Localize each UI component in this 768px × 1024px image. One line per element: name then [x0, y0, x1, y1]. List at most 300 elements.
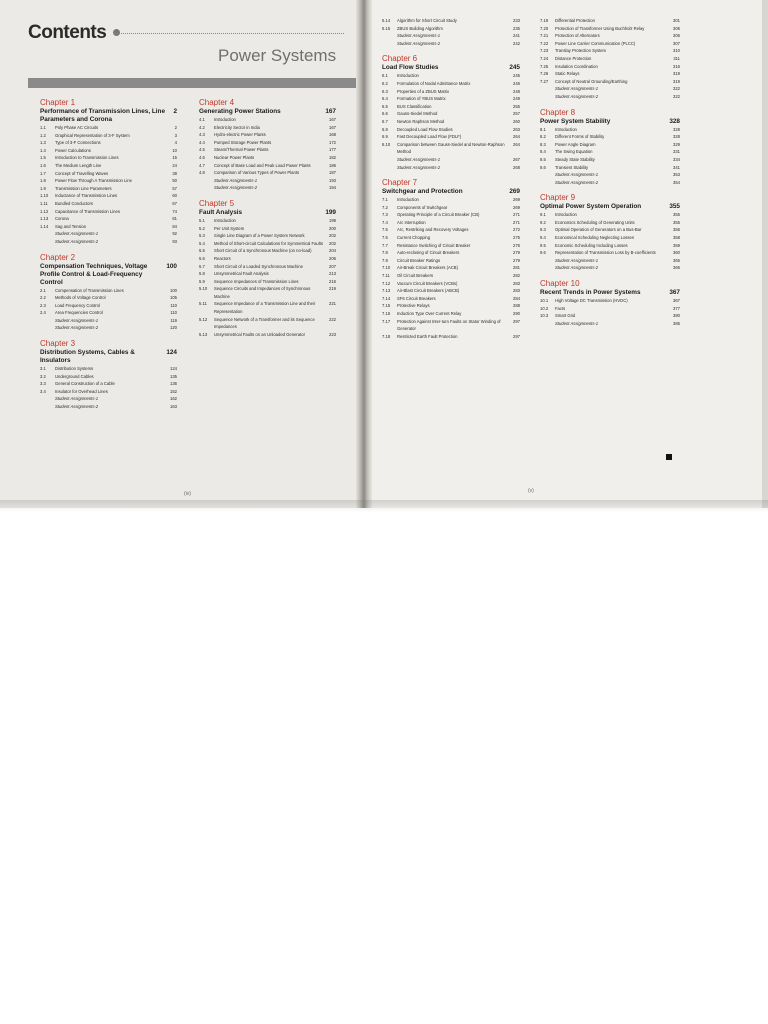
toc-entry[interactable]	[40, 403, 177, 411]
toc-entry[interactable]	[540, 148, 680, 156]
toc-entry[interactable]	[382, 264, 520, 272]
section-page: 177	[329, 147, 336, 153]
toc-entry[interactable]	[540, 234, 680, 242]
section-number	[382, 164, 397, 172]
toc-entry[interactable]	[382, 25, 520, 33]
section-page: 219	[329, 286, 336, 292]
section-page: 331	[673, 149, 680, 155]
section-number: 9.5	[540, 242, 546, 248]
section-title: Power Angle Diagram	[555, 141, 596, 147]
toc-entry[interactable]	[40, 170, 177, 178]
toc-entry[interactable]	[540, 249, 680, 257]
toc-entry[interactable]	[382, 103, 520, 111]
toc-entry[interactable]	[382, 204, 520, 212]
toc-entry[interactable]	[199, 177, 336, 185]
section-title: Introduction	[397, 73, 419, 79]
chapter-title[interactable]	[40, 108, 177, 124]
toc-entry[interactable]	[382, 219, 520, 227]
toc-entry[interactable]	[382, 88, 520, 96]
section-page: 319	[673, 71, 680, 77]
toc-entry[interactable]	[382, 295, 520, 303]
toc-column-2	[199, 97, 336, 344]
title-rule	[114, 33, 344, 34]
toc-entry[interactable]	[540, 257, 680, 265]
section-page: 358	[673, 235, 680, 241]
section-number	[540, 257, 555, 265]
toc-entry[interactable]	[382, 310, 520, 318]
toc-entry[interactable]	[382, 249, 520, 257]
scan-shadow	[0, 500, 768, 512]
chapter-block	[382, 17, 520, 47]
toc-entry[interactable]	[382, 141, 520, 156]
toc-entry[interactable]	[540, 164, 680, 172]
section-number: 6.4	[382, 96, 388, 102]
section-number: 5.5	[199, 248, 205, 254]
section-number: 7.19	[540, 18, 549, 23]
toc-entry[interactable]	[382, 287, 520, 295]
toc-entry[interactable]	[199, 232, 336, 240]
section-number: 5.1	[199, 217, 205, 223]
section-number: 4.6	[199, 154, 205, 160]
chapter-page-number: 269	[509, 188, 520, 196]
toc-entry[interactable]	[40, 200, 177, 208]
toc-entry[interactable]	[40, 309, 177, 317]
toc-entry[interactable]	[540, 297, 680, 305]
toc-entry[interactable]	[40, 208, 177, 216]
toc-entry[interactable]	[199, 255, 336, 263]
section-title: Poly Phase AC Circuits	[55, 125, 99, 130]
section-title: Differential Protection	[555, 18, 595, 23]
section-title: Student Assignments-2	[55, 325, 99, 331]
section-title: Sequence Impedance of a Transmission Line and their Representation	[214, 301, 316, 315]
chapter-block	[382, 53, 520, 171]
section-number: 6.6	[382, 111, 388, 117]
section-page: 269	[513, 204, 520, 210]
section-title: Transmission Line Parameters	[55, 185, 112, 191]
section-page: 377	[673, 305, 680, 311]
toc-entry[interactable]	[40, 132, 177, 140]
section-title: Translay Protection System	[555, 48, 607, 54]
section-number	[199, 184, 214, 192]
toc-entry[interactable]	[382, 156, 520, 164]
toc-entry[interactable]	[540, 85, 680, 93]
section-page: 57	[172, 185, 177, 191]
section-page: 4	[174, 140, 177, 146]
toc-entry[interactable]	[382, 110, 520, 118]
section-title: Load Frequency Control	[55, 302, 100, 308]
section-number	[540, 93, 555, 101]
section-page: 279	[513, 257, 520, 263]
section-number: 1.8	[40, 178, 46, 184]
section-page: 222	[329, 316, 336, 322]
toc-entry[interactable]	[199, 131, 336, 139]
section-title: Representation of Transmission Loss by B-coefficients	[555, 250, 656, 256]
section-number: 5.9	[199, 278, 205, 284]
toc-entry[interactable]	[382, 72, 520, 80]
toc-entry[interactable]	[199, 263, 336, 271]
section-page: 355	[673, 219, 680, 225]
section-title: Short Circuit of a Loaded Synchronous Machine	[214, 263, 303, 269]
toc-entry[interactable]	[199, 300, 336, 315]
toc-entry[interactable]	[382, 17, 520, 25]
toc-entry[interactable]	[382, 118, 520, 126]
chapter-label: Chapter 1	[40, 98, 76, 107]
toc-entry[interactable]	[40, 230, 177, 238]
section-number: 7.13	[382, 288, 391, 294]
toc-entry[interactable]	[40, 324, 177, 332]
section-title: Formation of YBUS Matrix	[397, 96, 446, 102]
section-page: 279	[513, 250, 520, 256]
chapter-title[interactable]	[382, 64, 520, 72]
section-page: 193	[329, 177, 336, 183]
section-page: 105	[170, 295, 177, 301]
section-page: 269	[513, 197, 520, 203]
section-title: Underground Cables	[55, 373, 94, 379]
toc-entry[interactable]	[199, 154, 336, 162]
section-page: 281	[513, 265, 520, 271]
toc-entry[interactable]	[382, 242, 520, 250]
toc-entry[interactable]	[540, 320, 680, 328]
section-title: Introduction	[214, 217, 236, 223]
toc-entry[interactable]	[382, 318, 520, 333]
section-title: Economic Scheduling Including Losses	[555, 242, 628, 248]
toc-entry[interactable]	[540, 312, 680, 320]
section-page: 207	[329, 263, 336, 269]
section-number: 7.7	[382, 242, 388, 248]
section-number: 7.5	[382, 227, 388, 233]
section-number: 1.1	[40, 125, 46, 130]
section-title: Comparison between Gauss-Siedel and Newton-Raphson Method	[397, 141, 505, 155]
section-page: 100	[170, 287, 177, 293]
section-title: Introduction	[214, 117, 236, 122]
section-number: 3.1	[40, 366, 46, 372]
section-number: 8.3	[540, 141, 546, 147]
section-page: 167	[329, 117, 336, 122]
section-number	[540, 171, 555, 179]
section-page: 355	[673, 212, 680, 218]
section-title: Fast Decoupled Load Flow (FDLF)	[397, 134, 462, 140]
section-number: 7.15	[382, 303, 391, 309]
chapter-title[interactable]	[382, 188, 520, 196]
section-title: Methods of Voltage Control	[55, 295, 106, 301]
section-title: Electricity Sector in India	[214, 124, 260, 130]
section-title: SF6 Circuit Breakers	[397, 295, 436, 301]
section-number: 8.4	[540, 149, 546, 155]
toc-entry[interactable]	[199, 169, 336, 177]
toc-entry[interactable]	[382, 164, 520, 172]
section-page: 242	[513, 40, 520, 46]
toc-entry[interactable]	[540, 25, 680, 33]
toc-entry[interactable]	[40, 302, 177, 310]
section-page: 255	[513, 103, 520, 109]
section-title: Introduction to Transmission Lines	[55, 155, 119, 161]
toc-entry[interactable]	[40, 177, 177, 185]
section-number: 2.1	[40, 287, 46, 293]
section-title: Steady State Stability	[555, 156, 595, 162]
toc-entry[interactable]	[40, 185, 177, 193]
section-page: 110	[170, 302, 177, 308]
section-title: The Medium Length Line	[55, 162, 102, 168]
section-page: 186	[329, 162, 336, 168]
toc-entry[interactable]	[540, 55, 680, 63]
toc-entry[interactable]	[382, 80, 520, 88]
section-number: 6.8	[382, 126, 388, 132]
section-number: 4.8	[199, 170, 205, 176]
section-number: 9.3	[540, 227, 546, 233]
toc-entry[interactable]	[540, 47, 680, 55]
toc-entry[interactable]	[40, 317, 177, 325]
section-page: 245	[513, 73, 520, 79]
toc-entry[interactable]	[382, 95, 520, 103]
section-title: Decoupled Load Flow Studies	[397, 126, 453, 132]
toc-entry[interactable]	[199, 162, 336, 170]
section-page: 365	[673, 257, 680, 263]
section-number: 8.6	[540, 164, 546, 170]
toc-entry[interactable]	[382, 40, 520, 48]
toc-entry[interactable]	[540, 219, 680, 227]
section-page: 341	[673, 164, 680, 170]
toc-entry[interactable]	[540, 171, 680, 179]
section-page: 264	[513, 134, 520, 140]
section-number: 1.3	[40, 140, 46, 146]
section-page: 264	[513, 141, 520, 147]
section-page: 81	[172, 216, 177, 222]
section-title: The Swing Equation	[555, 149, 593, 155]
section-page: 213	[329, 271, 336, 277]
section-number: 7.16	[382, 311, 391, 316]
section-page: 322	[673, 93, 680, 99]
toc-entry[interactable]	[199, 146, 336, 154]
section-page: 306	[673, 33, 680, 39]
section-number	[40, 238, 55, 246]
toc-entry[interactable]	[382, 272, 520, 280]
toc-entry[interactable]	[382, 302, 520, 310]
section-page: 93	[172, 238, 177, 244]
chapter-block	[382, 177, 520, 340]
toc-entry[interactable]	[540, 156, 680, 164]
toc-entry[interactable]	[540, 305, 680, 313]
toc-entry[interactable]	[540, 133, 680, 141]
chapter-title[interactable]	[540, 289, 680, 297]
toc-entry[interactable]	[199, 225, 336, 233]
section-page: 92	[172, 231, 177, 237]
section-title: Algorithm for Short Circuit Study	[397, 18, 457, 23]
section-number: 2.3	[40, 302, 46, 308]
toc-entry[interactable]	[199, 270, 336, 278]
section-number	[382, 156, 397, 164]
toc-entry[interactable]	[199, 124, 336, 132]
toc-entry[interactable]	[382, 211, 520, 219]
chapter-title[interactable]	[199, 108, 336, 116]
toc-entry[interactable]	[199, 217, 336, 225]
section-title: Sequence Network of a Transformer and its Sequence Impedances	[214, 316, 315, 330]
toc-entry[interactable]	[199, 278, 336, 286]
section-title: Air-Break Circuit Breakers (ACB)	[397, 265, 458, 271]
section-number: 1.14	[40, 223, 49, 229]
section-page: 182	[329, 154, 336, 160]
toc-column-4	[540, 17, 680, 333]
toc-entry[interactable]	[540, 63, 680, 71]
section-page: 301	[673, 18, 680, 23]
toc-entry[interactable]	[40, 365, 177, 373]
section-page: 257	[513, 111, 520, 117]
toc-entry[interactable]	[540, 40, 680, 48]
toc-entry[interactable]	[199, 240, 336, 248]
section-number: 5.15	[382, 25, 391, 31]
section-number: 5.12	[199, 316, 208, 322]
section-page: 385	[673, 320, 680, 326]
section-page: 15	[172, 155, 177, 161]
book-subject-title: Power Systems	[218, 46, 337, 65]
section-number: 10.3	[540, 313, 549, 319]
section-page: 328	[673, 126, 680, 132]
section-number: 5.11	[199, 301, 207, 307]
toc-entry[interactable]	[199, 139, 336, 147]
section-number	[40, 317, 55, 325]
toc-entry[interactable]	[40, 238, 177, 246]
book-gutter	[356, 0, 372, 508]
toc-entry[interactable]	[382, 32, 520, 40]
toc-entry[interactable]	[199, 331, 336, 339]
chapter-block	[40, 338, 177, 411]
toc-entry[interactable]	[540, 211, 680, 219]
toc-entry[interactable]	[382, 333, 520, 341]
left-page	[0, 0, 364, 508]
section-number: 9.2	[540, 219, 546, 225]
section-title: Resistance Switching of Circuit Breaker	[397, 242, 471, 248]
section-page: 267	[513, 156, 520, 162]
section-number: 7.22	[540, 40, 549, 46]
scanned-book-spread	[0, 0, 768, 510]
toc-entry[interactable]	[40, 380, 177, 388]
section-number: 4.4	[199, 139, 205, 145]
toc-entry[interactable]	[540, 78, 680, 86]
chapter-title-text: Recent Trends in Power Systems	[540, 289, 641, 297]
toc-entry[interactable]	[540, 17, 680, 25]
section-page: 316	[673, 63, 680, 69]
toc-entry[interactable]	[540, 93, 680, 101]
chapter-title[interactable]	[40, 349, 177, 365]
toc-entry[interactable]	[382, 234, 520, 242]
chapter-title[interactable]	[199, 209, 336, 217]
section-number: 7.2	[382, 204, 388, 210]
toc-entry[interactable]	[540, 226, 680, 234]
chapter-block	[540, 17, 680, 101]
chapter-page-number: 2	[173, 108, 177, 115]
chapter-title[interactable]	[40, 263, 177, 287]
section-title: Insulator for Overhead Lines	[55, 388, 108, 394]
section-page: 354	[673, 179, 680, 185]
section-page: 359	[673, 242, 680, 248]
section-title: Student Assignments-1	[555, 172, 599, 178]
toc-entry[interactable]	[40, 162, 177, 170]
section-page: 124	[170, 366, 177, 372]
toc-entry[interactable]	[199, 184, 336, 192]
toc-entry[interactable]	[540, 70, 680, 78]
section-title: Newton Raphson Method	[397, 118, 445, 124]
toc-entry[interactable]	[382, 257, 520, 265]
section-page: 322	[673, 86, 680, 92]
toc-entry[interactable]	[382, 196, 520, 204]
section-number: 2.4	[40, 310, 46, 316]
toc-entry[interactable]	[40, 215, 177, 223]
toc-entry[interactable]	[40, 388, 177, 396]
section-page: 319	[673, 78, 680, 84]
section-number: 5.2	[199, 225, 205, 231]
section-title: Components of Switchgear	[397, 204, 448, 210]
chapter-title-text: Performance of Transmission Lines, Line Parameters and Corona	[40, 108, 166, 123]
section-title: Student Assignments-2	[555, 93, 599, 99]
toc-entry[interactable]	[382, 133, 520, 141]
section-page: 187	[329, 170, 336, 176]
section-title: Student Assignments-2	[555, 265, 599, 271]
section-title: Current Chopping	[397, 235, 431, 241]
toc-entry[interactable]	[540, 126, 680, 134]
section-page: 152	[170, 388, 177, 394]
toc-entry[interactable]	[40, 373, 177, 381]
section-page: 288	[513, 303, 520, 309]
toc-entry[interactable]	[40, 147, 177, 155]
chapter-block	[40, 97, 177, 246]
toc-entry[interactable]	[540, 179, 680, 187]
chapter-page-number: 167	[325, 108, 336, 115]
section-title: Student Assignments-1	[397, 33, 441, 39]
toc-entry[interactable]	[40, 294, 177, 302]
section-title: Nuclear Power Plants	[214, 154, 255, 160]
toc-entry[interactable]	[40, 287, 177, 295]
section-number: 7.23	[540, 48, 549, 54]
toc-entry[interactable]	[199, 285, 336, 300]
section-number: 8.2	[540, 134, 546, 140]
section-title: Smart Grid	[555, 313, 576, 319]
section-page: 246	[513, 80, 520, 86]
section-page: 306	[673, 25, 680, 31]
toc-entry[interactable]	[199, 116, 336, 124]
toc-entry[interactable]	[40, 223, 177, 231]
section-number: 1.12	[40, 208, 49, 214]
section-number: 4.2	[199, 124, 205, 130]
section-page: 84	[172, 223, 177, 229]
toc-entry[interactable]	[540, 242, 680, 250]
section-title: Comparison of Various Types of Power Plants	[214, 170, 300, 176]
chapter-page-number: 328	[669, 117, 680, 125]
toc-entry[interactable]	[199, 247, 336, 255]
chapter-title[interactable]	[540, 118, 680, 126]
chapter-page-number: 124	[166, 349, 177, 357]
section-page: 311	[673, 55, 680, 61]
toc-entry[interactable]	[40, 395, 177, 403]
toc-entry[interactable]	[540, 32, 680, 40]
toc-entry[interactable]	[40, 124, 177, 132]
toc-entry[interactable]	[382, 226, 520, 234]
section-number	[382, 40, 397, 48]
section-number: 7.20	[540, 25, 549, 31]
section-number: 7.21	[540, 33, 549, 39]
toc-entry[interactable]	[40, 154, 177, 162]
toc-entry[interactable]	[40, 192, 177, 200]
section-number: 7.26	[540, 71, 549, 77]
toc-entry[interactable]	[199, 316, 336, 331]
section-page: 297	[513, 318, 520, 324]
toc-entry[interactable]	[382, 126, 520, 134]
toc-entry[interactable]	[540, 141, 680, 149]
chapter-block	[199, 97, 336, 192]
chapter-title[interactable]	[540, 203, 680, 211]
toc-entry[interactable]	[40, 139, 177, 147]
section-title: Concept of Neutral Grounding/Earthing	[555, 78, 628, 84]
toc-entry[interactable]	[382, 280, 520, 288]
toc-entry[interactable]	[540, 264, 680, 272]
